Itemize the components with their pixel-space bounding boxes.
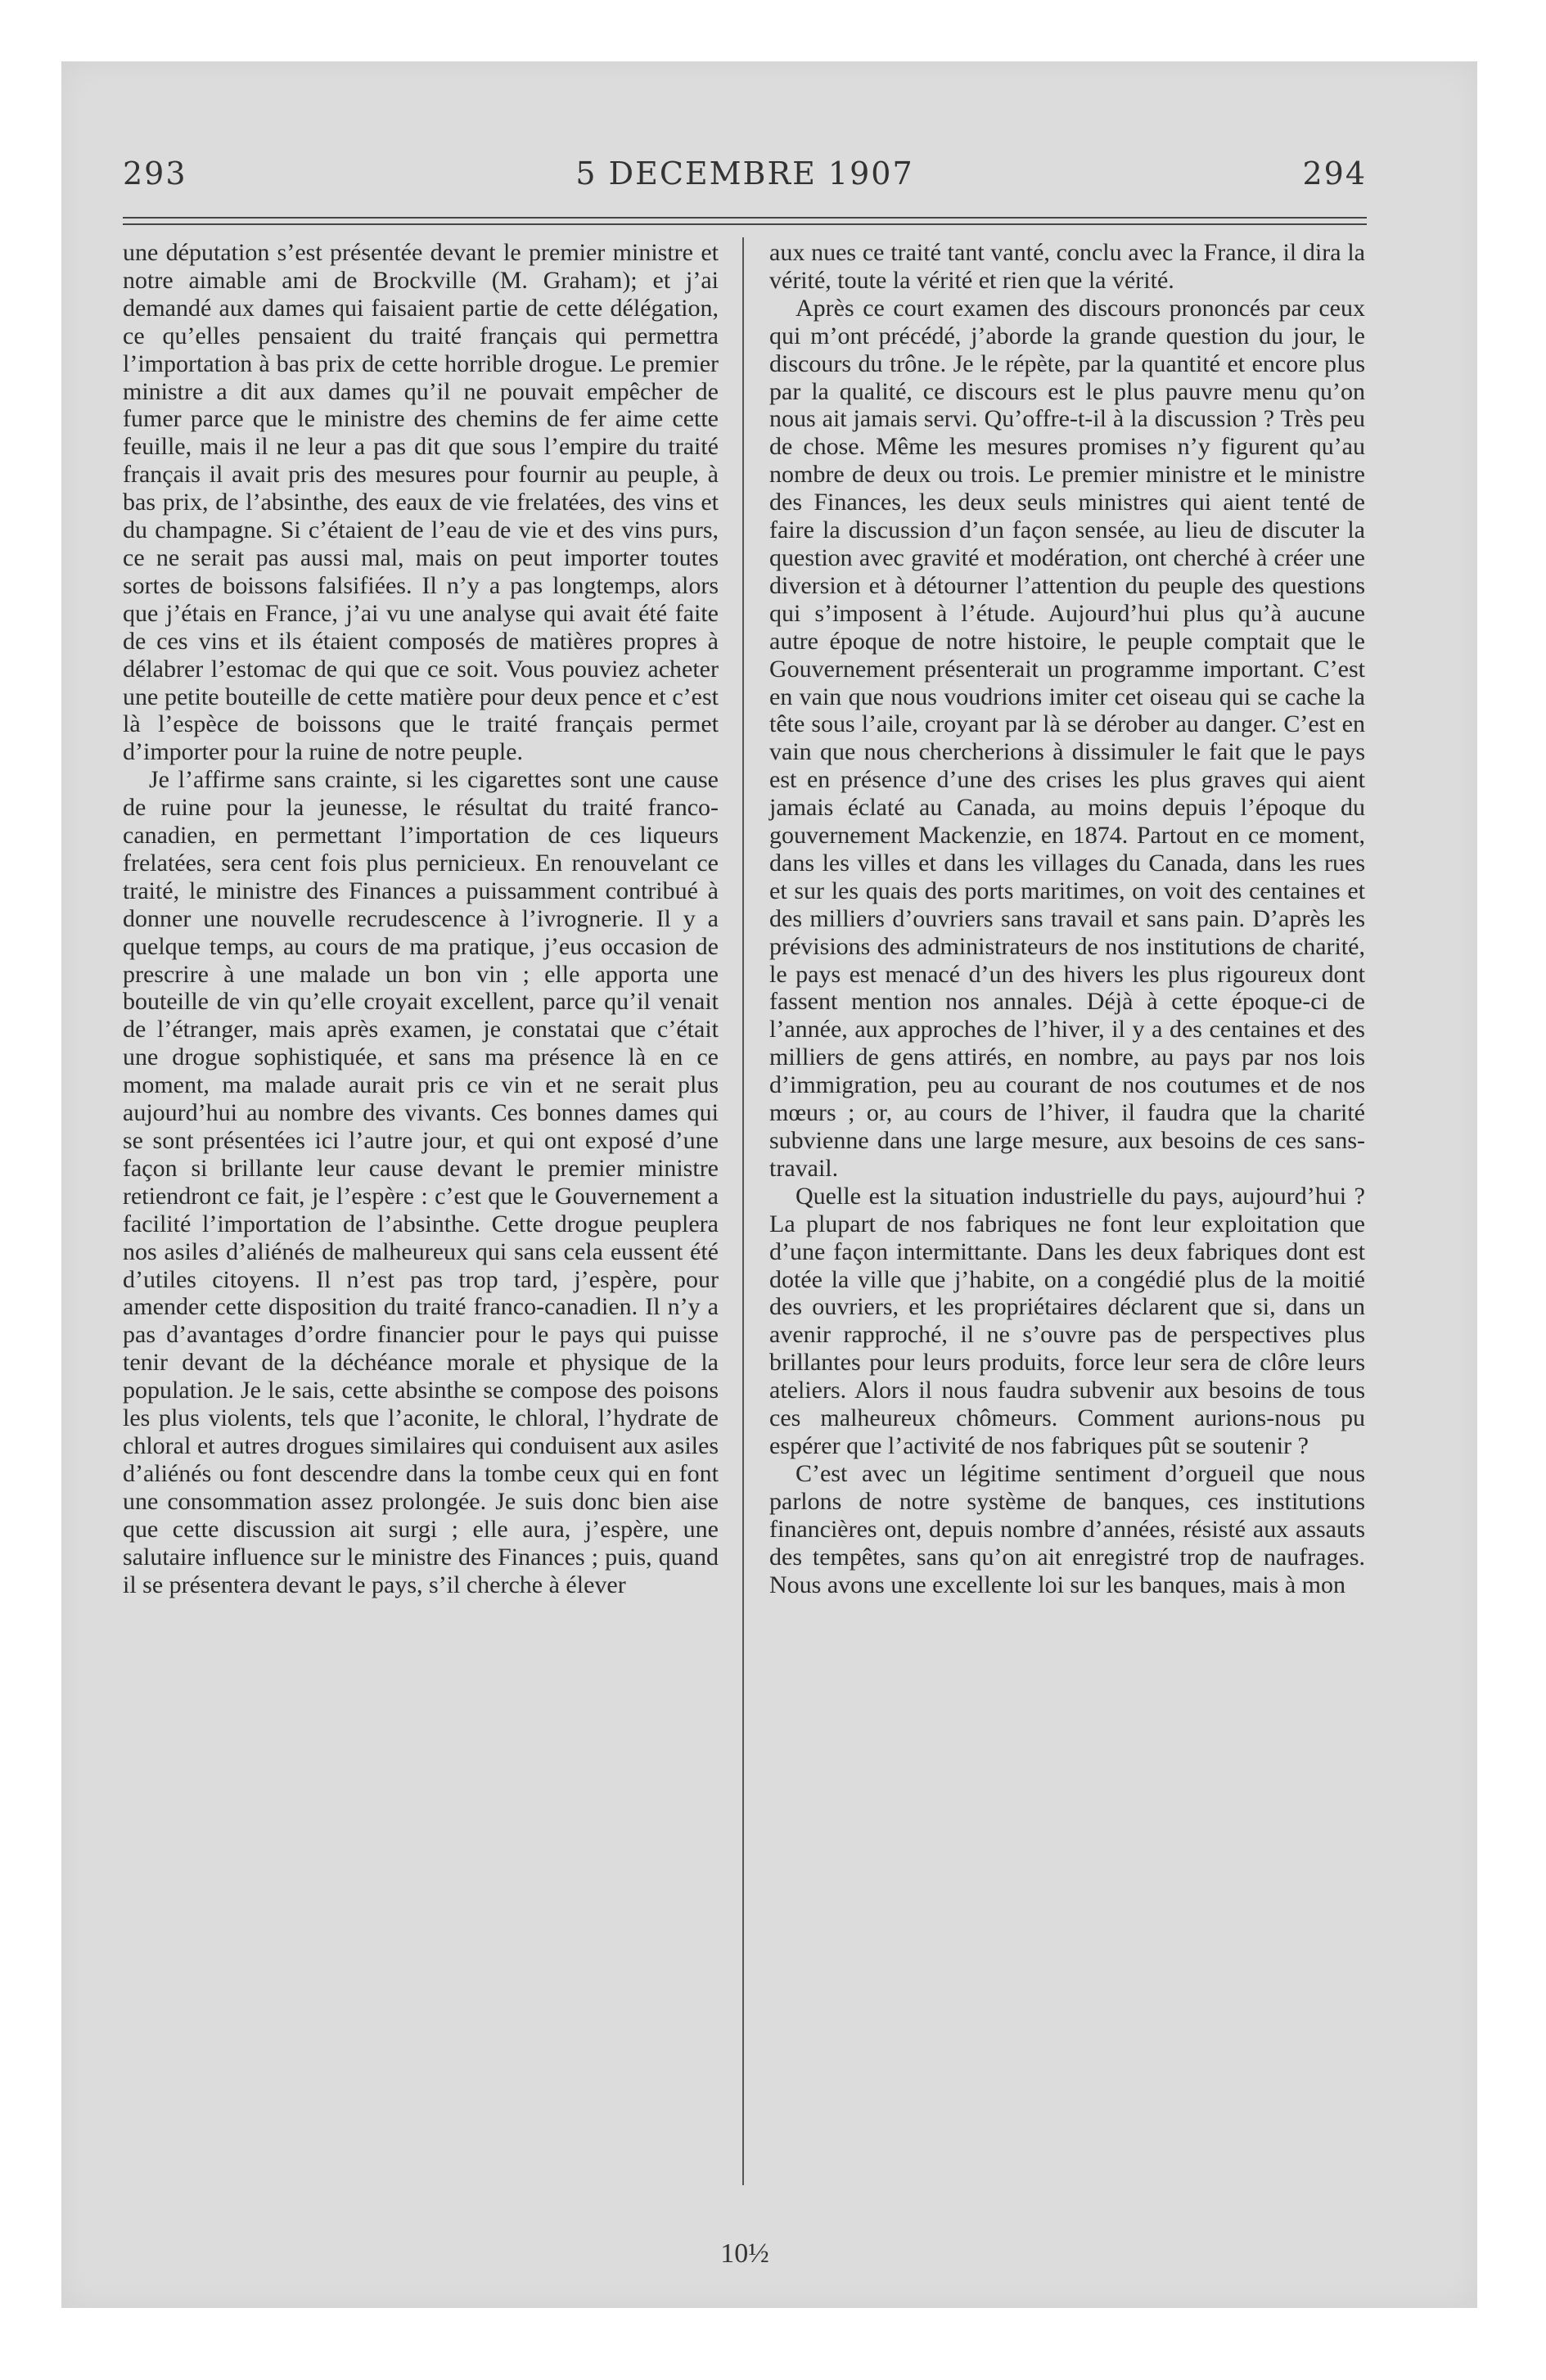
paragraph: Je l’affirme sans crainte, si les cigarettes sont une cause de ruine pour la jeunesse, le résultat du traité franco-canadien, en permettant l’importation de ces liqueurs frelatées, sera cent fois plus pernicieux. En renouvelant ce traité, le ministre des Finances a puissamment contribué à donner une nouvelle recrudescence à l’ivrognerie. Il y a quelque temps, au cours de ma pratique, j’eus occasion de prescrire à une malade un bon vin ; elle apporta une bouteille de vin qu’elle croyait excellent, parce qu’il venait de l’étranger, mais après examen, je constatai que c’était une drogue sophistiquée, et sans ma présence là en ce moment, ma malade aurait pris ce vin et ne serait plus aujourd’hui au nombre des vivants. Ces bonnes dames qui se sont présentées ici l’autre jour, et qui ont exposé d’une façon si brillante leur cause devant le premier ministre retiendront ce fait, je l’espère : c’est que le Gouvernement a facilité l’importation de l’absinthe. Cette drogue peuplera nos asiles d’aliénés de malheureux qui sans cela eussent été d’utiles citoyens. Il n’est pas trop tard, j’espère, pour amender cette disposition du traité franco-canadien. Il n’y a pas d’avantages d’ordre financier pour le pays qui puisse tenir devant de la déchéance morale et physique de la population. Je le sais, cette absinthe se compose des poisons les plus violents, tels que l’aconite, le chloral, l’hydrate de chloral et autres drogues similaires qui conduisent aux asiles d’aliénés ou font descendre dans la tombe ceux qui en font une consommation assez prolongée. Je suis donc bien aise que cette discussion ait surgi ; elle aura, j’espère, une salutaire influence sur le ministre des Finances ; puis, quand il se présentera devant le pays, s’il cherche à élever — [123, 766, 719, 1598]
left-page-number: 293 — [123, 156, 187, 192]
page-header — [123, 156, 1367, 196]
page-date-title: 5 DECEMBRE 1907 — [575, 156, 914, 192]
paragraph: Quelle est la situation industrielle du pays, aujourd’hui ? La plupart de nos fabriques ne font leur exploitation que d’une façon intermittante. Dans les deux fabriques dont est dotée la ville que j’habite, on a congédié plus de la moitié des ouvriers, et les propriétaires déclarent que si, dans un avenir rapproché, il ne s’ouvre pas de perspectives plus brillantes pour leurs produits, force leur sera de clôre leurs ateliers. Alors il nous faudra subvenir aux besoins de tous ces malheureux chômeurs. Comment aurions-nous pu espérer que l’activité de nos fabriques pût se soutenir ? — [769, 1182, 1365, 1459]
paragraph: Après ce court examen des discours prononcés par ceux qui m’ont précédé, j’aborde la grande question du jour, le discours du trône. Je le répète, par la quantité et encore plus par la qualité, ce discours est le plus pauvre menu qu’on nous ait jamais servi. Qu’offre-t-il à la discussion ? Très peu de chose. Même les mesures promises n’y figurent qu’au nombre de deux ou trois. Le premier ministre et le ministre des Finances, les deux seuls ministres qui aient tenté de faire la discussion d’un façon sensée, au lieu de discuter la question avec gravité et modération, ont cherché à créer une diversion et à détourner l’attention du peuple des questions qui s’imposent à l’étude. Aujourd’hui plus qu’à aucune autre époque de notre histoire, le peuple comptait que le Gouvernement présenterait un programme important. C’est en vain que nous voudrions imiter cet oiseau qui se cache la tête sous l’aile, croyant par là se dérober au danger. C’est en vain que nous chercherions à dissimuler le fait que le pays est en présence d’une des crises les plus graves qui aient jamais éclaté au Canada, au moins depuis l’époque du gouvernement Mackenzie, en 1874. Partout en ce moment, dans les villes et dans les villages du Canada, dans les rues et sur les quais des ports maritimes, on voit des centaines et des milliers d’ouvriers sans travail et sans pain. D’après les prévisions des administrateurs de nos institutions de charité, le pays est menacé d’un des hivers les plus rigoureux dont fassent mention nos annales. Déjà à cette époque-ci de l’année, aux approches de l’hiver, il y a des centaines et des milliers de gens attirés, en nombre, au pays par nos lois d’immigration, peu au courant de nos coutumes et de nos mœurs ; or, au cours de l’hiver, il faudra que la charité subvienne dans une large mesure, aux besoins de ces sans-travail. — [769, 294, 1365, 1182]
paragraph: C’est avec un légitime sentiment d’orgueil que nous parlons de notre système de banques, ces institutions financières ont, depuis nombre d’années, résisté aux assauts des tempêtes, sans qu’on ait enregistré trop de naufrages. Nous avons une excellente loi sur les banques, mais à mon — [769, 1459, 1365, 1598]
signature-mark: 10½ — [720, 2238, 769, 2269]
header-double-rule — [123, 217, 1367, 225]
column-divider — [742, 237, 744, 2185]
left-column — [123, 239, 719, 1598]
paragraph: une députation s’est présentée devant le premier ministre et notre aimable ami de Brockville (M. Graham); et j’ai demandé aux dames qui faisaient partie de cette délégation, ce qu’elles pensaient du traité français qui permettra l’importation à bas prix de cette horrible drogue. Le premier ministre a dit aux dames qu’il ne pouvait empêcher de fumer parce que le ministre des chemins de fer aime cette feuille, mais il ne leur a pas dit que sous l’empire du traité français il avait pris des mesures pour fournir au peuple, à bas prix, de l’absinthe, des eaux de vie frelatées, des vins et du champagne. Si c’étaient de l’eau de vie et des vins purs, ce ne serait pas aussi mal, mais on peut importer toutes sortes de boissons falsifiées. Il n’y a pas longtemps, alors que j’étais en France, j’ai vu une analyse qui avait été faite de ces vins et ils étaient composés de matières propres à délabrer l’estomac de qui que ce soit. Vous pouviez acheter une petite bouteille de cette matière pour deux pence et c’est là l’espèce de boissons que le traité français permet d’importer pour la ruine de notre peuple. — [123, 239, 719, 766]
right-column — [769, 239, 1365, 1598]
hansard-page — [123, 123, 1367, 2267]
right-page-number: 294 — [1302, 156, 1367, 192]
paragraph: aux nues ce traité tant vanté, conclu avec la France, il dira la vérité, toute la vérité et rien que la vérité. — [769, 239, 1365, 294]
